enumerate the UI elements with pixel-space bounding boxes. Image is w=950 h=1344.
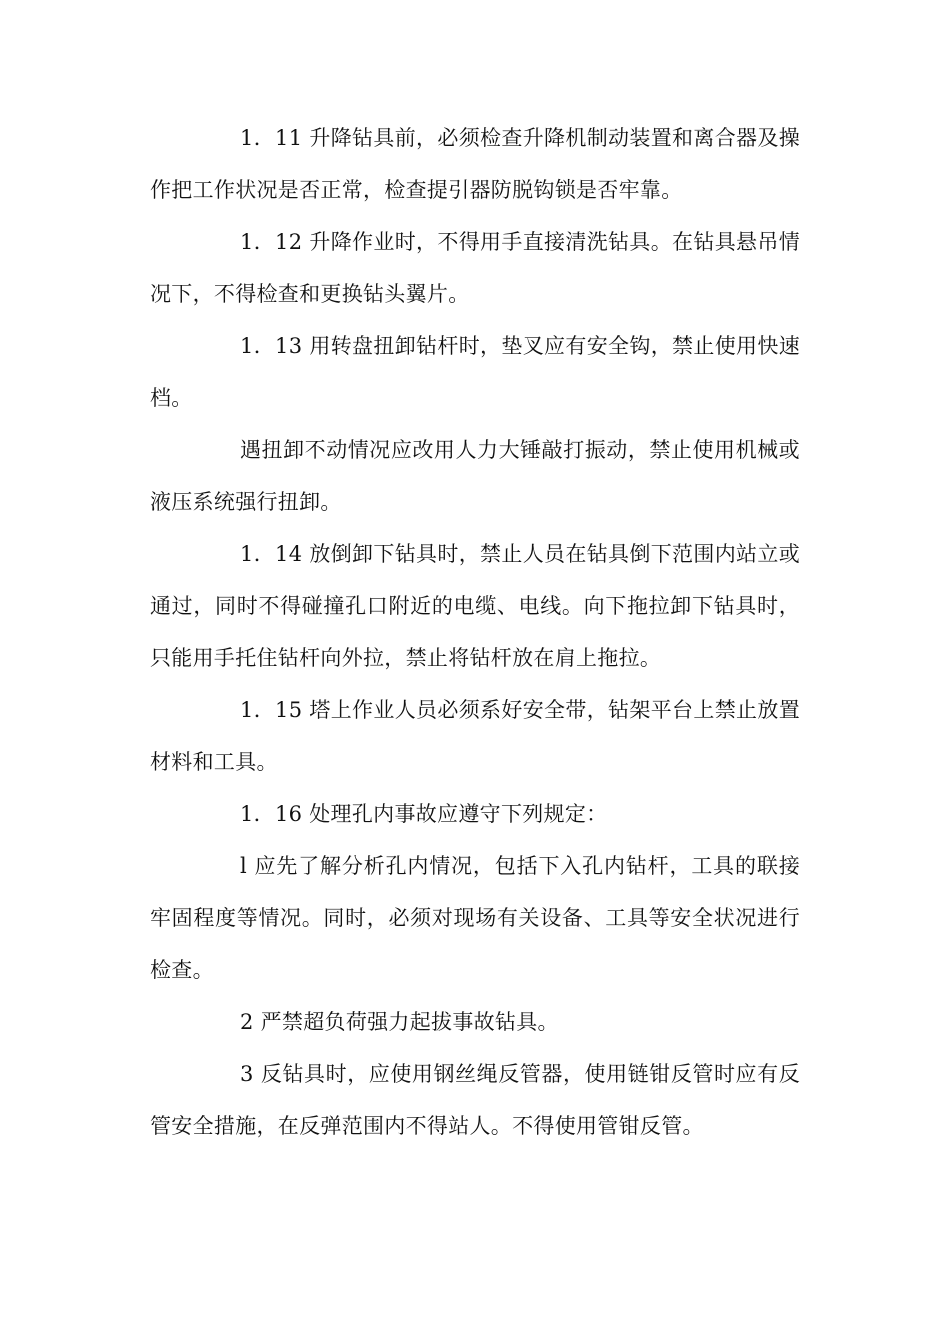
paragraph-1-13: 1．13 用转盘扭卸钻杆时，垫叉应有安全钩，禁止使用快速档。 (150, 334, 800, 410)
list-item-2: 2 严禁超负荷强力起拔事故钻具。 (240, 1010, 559, 1034)
list-item-1: l 应先了解分析孔内情况，包括下入孔内钻杆，工具的联接牢固程度等情况。同时，必须对现场有关设备、工具等安全状况进行检查。 (150, 854, 800, 982)
paragraph-1-12: 1．12 升降作业时，不得用手直接清洗钻具。在钻具悬吊情况下，不得检查和更换钻头翼片。 (150, 230, 800, 306)
paragraph-1-16: 1．16 处理孔内事故应遵守下列规定： (240, 802, 608, 826)
document-body (150, 112, 800, 1152)
list-item-3: 3 反钻具时，应使用钢丝绳反管器，使用链钳反管时应有反管安全措施，在反弹范围内不得站人。不得使用管钳反管。 (150, 1062, 800, 1138)
paragraph-1-14: 1．14 放倒卸下钻具时，禁止人员在钻具倒下范围内站立或通过，同时不得碰撞孔口附近的电缆、电线。向下拖拉卸下钻具时，只能用手托住钻杆向外拉，禁止将钻杆放在肩上拖拉。 (150, 542, 800, 670)
paragraph-1-11: 1．11 升降钻具前，必须检查升降机制动装置和离合器及操作把工作状况是否正常，检查提引器防脱钩锁是否牢靠。 (150, 126, 800, 202)
paragraph-1-15: 1．15 塔上作业人员必须系好安全带，钻架平台上禁止放置材料和工具。 (150, 698, 800, 774)
paragraph-1-13-continued: 遇扭卸不动情况应改用人力大锤敲打振动，禁止使用机械或液压系统强行扭卸。 (150, 438, 800, 514)
